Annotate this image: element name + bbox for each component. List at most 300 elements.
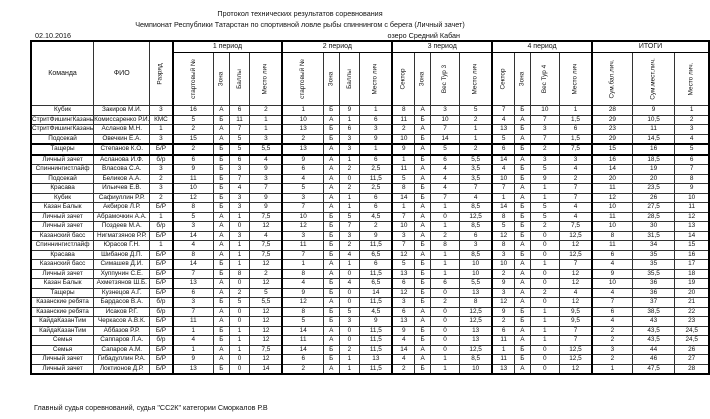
cell-p4-sector: 2 xyxy=(492,317,515,327)
cell-p2-start: 13 xyxy=(282,144,323,155)
cell-name: Локтионов Д.Р. xyxy=(94,364,150,374)
results-table xyxy=(30,40,710,375)
cell-p2-start: 4 xyxy=(282,279,323,289)
cell-p2-start: 9 xyxy=(282,155,323,165)
cell-p3-place: 4 xyxy=(460,193,492,203)
cell-name: Аббазов Р.Р. xyxy=(94,326,150,336)
cell-p1-zone: А xyxy=(214,307,230,317)
cell-p3-sector: 4 xyxy=(392,336,415,346)
cell-p1-place: 12 xyxy=(250,279,282,289)
document-title: Протокол технических результатов соревнования xyxy=(217,9,383,18)
cell-total-points: 7 xyxy=(592,298,632,308)
cell-p3-sector: 10 xyxy=(392,134,415,144)
cell-rank: 3 xyxy=(150,165,173,175)
cell-p4-weight: 0 xyxy=(530,250,559,260)
cell-total-places: 37 xyxy=(632,298,674,308)
cell-p4-weight: 2 xyxy=(530,144,559,155)
cell-name: Гибадуллин Р.А. xyxy=(94,355,150,365)
cell-final-place: 16 xyxy=(675,250,709,260)
cell-p4-place: 12 xyxy=(560,269,592,279)
cell-p2-place: 6,5 xyxy=(360,279,392,289)
cell-name: Исаков Р.Г. xyxy=(94,307,150,317)
cell-p3-sector: 9 xyxy=(392,144,415,155)
cell-team: Тащеры xyxy=(31,144,94,155)
cell-p3-sector: 11 xyxy=(392,115,415,125)
cell-p4-weight: 7 xyxy=(530,115,559,125)
cell-p1-start: 11 xyxy=(173,174,214,184)
cell-p1-place: 7,5 xyxy=(250,345,282,355)
cell-p2-place: 11,5 xyxy=(360,364,392,374)
cell-p2-zone: А xyxy=(324,165,340,175)
cell-rank: КМС xyxy=(150,115,173,125)
cell-p1-start: 13 xyxy=(173,364,214,374)
cell-p3-zone: А xyxy=(415,165,431,175)
cell-p4-zone: А xyxy=(515,184,531,194)
cell-p1-points: 1 xyxy=(229,260,250,270)
cell-p4-zone: Б xyxy=(515,250,531,260)
cell-p3-zone: Б xyxy=(415,155,431,165)
cell-total-points: 29 xyxy=(592,115,632,125)
cell-p2-place: 11,5 xyxy=(360,336,392,346)
table-row xyxy=(31,345,709,355)
cell-total-places: 31,5 xyxy=(632,231,674,241)
cell-p3-zone: Б xyxy=(415,326,431,336)
cell-p4-weight: 1 xyxy=(530,336,559,346)
cell-p3-place: 5,5 xyxy=(460,155,492,165)
cell-p3-zone: А xyxy=(415,317,431,327)
table-row xyxy=(31,165,709,175)
cell-p2-points: 2 xyxy=(339,165,360,175)
table-row xyxy=(31,231,709,241)
cell-total-places: 19 xyxy=(632,165,674,175)
cell-p3-zone: А xyxy=(415,144,431,155)
table-row xyxy=(31,326,709,336)
cell-team: Подсекай xyxy=(31,134,94,144)
cell-p3-sector: 3 xyxy=(392,298,415,308)
cell-p4-weight: 0 xyxy=(530,345,559,355)
cell-p3-sector: 2 xyxy=(392,125,415,135)
cell-p4-place: 7,5 xyxy=(560,222,592,232)
table-row xyxy=(31,184,709,194)
cell-p2-zone: А xyxy=(324,155,340,165)
header-p2-start: стартовый № xyxy=(282,53,323,106)
cell-total-points: 6 xyxy=(592,307,632,317)
cell-p3-zone: Б xyxy=(415,241,431,251)
cell-p4-weight: 2 xyxy=(530,222,559,232)
cell-p4-zone: Б xyxy=(515,106,531,116)
cell-p2-zone: А xyxy=(324,364,340,374)
cell-p1-place: 9 xyxy=(250,203,282,213)
cell-p3-weight: 1 xyxy=(430,355,459,365)
cell-p3-weight: 1 xyxy=(430,222,459,232)
cell-name: Беликов А.А. xyxy=(94,174,150,184)
table-row xyxy=(31,241,709,251)
header-p1-zone: Зона xyxy=(214,53,230,106)
cell-p1-place: 9 xyxy=(250,193,282,203)
cell-p1-place: 7,5 xyxy=(250,241,282,251)
cell-p1-points: 1 xyxy=(229,345,250,355)
cell-p2-zone: А xyxy=(324,298,340,308)
cell-p3-zone: Б xyxy=(415,193,431,203)
cell-p4-sector: 12 xyxy=(492,298,515,308)
chief-judge-signature: Главный судья соревнований, судья "СС2К" категории Сморкалов Р.В xyxy=(34,403,268,412)
header-p2-points: Баллы xyxy=(339,53,360,106)
cell-p4-place: 4 xyxy=(560,203,592,213)
cell-p3-zone: А xyxy=(415,203,431,213)
cell-p4-place: 7 xyxy=(560,184,592,194)
cell-p2-start: 3 xyxy=(282,231,323,241)
cell-rank: Б/Р xyxy=(150,288,173,298)
cell-p2-points: 3 xyxy=(339,231,360,241)
cell-rank: Б/Р xyxy=(150,144,173,155)
cell-rank: Б/Р xyxy=(150,203,173,213)
cell-team: Кубик xyxy=(31,106,94,116)
cell-p4-sector: 11 xyxy=(492,336,515,346)
cell-p4-place: 2 xyxy=(560,174,592,184)
cell-p3-zone: А xyxy=(415,250,431,260)
cell-p1-zone: А xyxy=(214,288,230,298)
cell-name: Асланова И.Ф. xyxy=(94,155,150,165)
cell-p2-points: 3 xyxy=(339,144,360,155)
table-row xyxy=(31,144,709,155)
cell-p2-start: 14 xyxy=(282,345,323,355)
cell-p3-place: 13 xyxy=(460,336,492,346)
cell-p3-zone: Б xyxy=(415,364,431,374)
cell-p2-zone: Б xyxy=(324,279,340,289)
cell-p3-zone: Б xyxy=(415,279,431,289)
cell-p2-place: 11,5 xyxy=(360,241,392,251)
cell-p4-weight: 1 xyxy=(530,260,559,270)
cell-p1-place: 2 xyxy=(250,269,282,279)
cell-p1-zone: Б xyxy=(214,165,230,175)
cell-p2-points: 3 xyxy=(339,317,360,327)
cell-p3-weight: 0 xyxy=(430,307,459,317)
cell-p1-points: 6 xyxy=(229,106,250,116)
cell-rank: 1 xyxy=(150,241,173,251)
cell-p3-place: 2 xyxy=(460,144,492,155)
cell-p1-zone: А xyxy=(214,345,230,355)
cell-p1-place: 12 xyxy=(250,307,282,317)
cell-p1-place: 12 xyxy=(250,317,282,327)
cell-p4-sector: 6 xyxy=(492,326,515,336)
cell-rank: б/р xyxy=(150,222,173,232)
cell-p1-start: 4 xyxy=(173,241,214,251)
cell-p3-sector: 10 xyxy=(392,222,415,232)
cell-p2-place: 6 xyxy=(360,260,392,270)
cell-p2-points: 3 xyxy=(339,134,360,144)
cell-p3-sector: 5 xyxy=(392,174,415,184)
cell-p3-place: 10 xyxy=(460,364,492,374)
cell-name: Комиссаренко Р.И. xyxy=(94,115,150,123)
header-final-place: Место лич. xyxy=(675,53,709,106)
cell-p4-place: 4 xyxy=(560,212,592,222)
cell-p3-sector: 5 xyxy=(392,260,415,270)
cell-p4-weight: 3 xyxy=(530,155,559,165)
cell-p2-place: 6 xyxy=(360,193,392,203)
cell-p4-sector: 10 xyxy=(492,174,515,184)
cell-p1-points: 3 xyxy=(229,193,250,203)
cell-p4-place: 7 xyxy=(560,326,592,336)
cell-rank: б/р xyxy=(150,155,173,165)
cell-final-place: 24,5 xyxy=(675,336,709,346)
cell-p2-start: 7 xyxy=(282,203,323,213)
cell-name: Саппаров Л.А. xyxy=(94,336,150,346)
cell-p1-points: 0 xyxy=(229,279,250,289)
cell-p4-sector: 13 xyxy=(492,364,515,374)
header-p2-zone: Зона xyxy=(324,53,340,106)
cell-p3-weight: 4 xyxy=(430,174,459,184)
cell-p3-place: 12,5 xyxy=(460,212,492,222)
header-team: Команда xyxy=(31,41,94,106)
cell-p3-place: 6 xyxy=(460,231,492,241)
cell-team: Личный зачет xyxy=(31,212,94,222)
cell-total-points: 10 xyxy=(592,222,632,232)
cell-rank: Б/Р xyxy=(150,345,173,355)
cell-p1-start: 11 xyxy=(173,317,214,327)
cell-p2-place: 1 xyxy=(360,144,392,155)
cell-rank: Б/Р xyxy=(150,260,173,270)
cell-p2-start: 10 xyxy=(282,115,323,125)
cell-p2-zone: А xyxy=(324,174,340,184)
cell-team: Казанский басс xyxy=(31,231,94,241)
cell-p2-points: 5 xyxy=(339,307,360,317)
cell-p1-zone: Б xyxy=(214,193,230,203)
cell-p3-weight: 6 xyxy=(430,155,459,165)
cell-final-place: 18 xyxy=(675,269,709,279)
cell-p3-place: 1 xyxy=(460,134,492,144)
cell-p2-zone: А xyxy=(324,326,340,336)
cell-p3-weight: 1 xyxy=(430,364,459,374)
cell-p1-place: 7,5 xyxy=(250,250,282,260)
cell-p2-place: 11,5 xyxy=(360,326,392,336)
cell-p4-place: 12 xyxy=(560,279,592,289)
cell-p2-start: 1 xyxy=(282,106,323,116)
cell-p4-zone: А xyxy=(515,241,531,251)
cell-p4-place: 12,5 xyxy=(560,231,592,241)
cell-p2-points: 9 xyxy=(339,106,360,116)
cell-p2-start: 8 xyxy=(282,269,323,279)
cell-p3-sector: 1 xyxy=(392,203,415,213)
cell-p2-zone: Б xyxy=(324,106,340,116)
cell-team: Личный зачет xyxy=(31,155,94,165)
cell-name: Закиров М.И. xyxy=(94,106,150,116)
cell-p2-points: 4 xyxy=(339,279,360,289)
cell-p1-zone: Б xyxy=(214,155,230,165)
cell-p4-weight: 7 xyxy=(530,134,559,144)
cell-p4-sector: 9 xyxy=(492,307,515,317)
cell-total-places: 30 xyxy=(632,222,674,232)
cell-team: Казан Балык xyxy=(31,279,94,289)
cell-name: Сафиуллин Р.Р. xyxy=(94,193,150,203)
cell-p4-place: 9,5 xyxy=(560,317,592,327)
header-period-3: 3 период xyxy=(392,41,492,53)
cell-p2-start: 6 xyxy=(282,165,323,175)
cell-p4-zone: А xyxy=(515,364,531,374)
header-p4-zone: Зона xyxy=(515,53,531,106)
cell-p1-place: 5 xyxy=(250,288,282,298)
cell-p2-place: 6 xyxy=(360,115,392,125)
cell-p3-weight: 1 xyxy=(430,260,459,270)
cell-p2-points: 5 xyxy=(339,212,360,222)
cell-total-places: 10,5 xyxy=(632,115,674,125)
cell-name: Ахметзянов Ш.Б. xyxy=(94,279,150,289)
cell-final-place: 3 xyxy=(675,125,709,135)
cell-p2-start: 12 xyxy=(282,222,323,232)
cell-p2-place: 4,5 xyxy=(360,307,392,317)
cell-p4-sector: 6 xyxy=(492,144,515,155)
cell-p1-start: 15 xyxy=(173,134,214,144)
cell-total-places: 36 xyxy=(632,279,674,289)
cell-team: Кубик xyxy=(31,193,94,203)
cell-p1-start: 8 xyxy=(173,250,214,260)
cell-total-places: 44 xyxy=(632,345,674,355)
cell-p1-points: 1 xyxy=(229,326,250,336)
cell-rank: 1 xyxy=(150,125,173,135)
cell-p4-zone: А xyxy=(515,336,531,346)
cell-p2-place: 1 xyxy=(360,106,392,116)
cell-rank: 3 xyxy=(150,106,173,116)
cell-rank: Б/Р xyxy=(150,317,173,327)
cell-p1-zone: А xyxy=(214,106,230,116)
cell-p2-zone: Б xyxy=(324,345,340,355)
header-period-4: 4 период xyxy=(492,41,592,53)
cell-p2-place: 6,5 xyxy=(360,250,392,260)
cell-p3-weight: 0 xyxy=(430,212,459,222)
cell-p1-zone: А xyxy=(214,241,230,251)
cell-final-place: 24,5 xyxy=(675,326,709,336)
cell-rank: Б/Р xyxy=(150,250,173,260)
cell-p3-weight: 3 xyxy=(430,106,459,116)
cell-p4-weight: 0 xyxy=(530,279,559,289)
table-row xyxy=(31,288,709,298)
cell-p3-place: 8,5 xyxy=(460,222,492,232)
cell-p4-sector: 13 xyxy=(492,125,515,135)
header-period-2: 2 период xyxy=(282,41,392,53)
cell-p2-zone: А xyxy=(324,203,340,213)
cell-p4-place: 12,5 xyxy=(560,355,592,365)
cell-p4-place: 7 xyxy=(560,336,592,346)
cell-total-places: 43,5 xyxy=(632,326,674,336)
cell-p2-points: 0 xyxy=(339,336,360,346)
cell-total-places: 14,5 xyxy=(632,134,674,144)
cell-p2-points: 6 xyxy=(339,125,360,135)
cell-p3-weight: 1 xyxy=(430,203,459,213)
cell-total-points: 1 xyxy=(592,364,632,374)
cell-total-places: 16 xyxy=(632,144,674,155)
cell-final-place: 13 xyxy=(675,222,709,232)
cell-p3-weight: 7 xyxy=(430,125,459,135)
cell-p4-weight: 0 xyxy=(530,231,559,241)
cell-p2-start: 9 xyxy=(282,288,323,298)
cell-p4-sector: 12 xyxy=(492,231,515,241)
cell-p4-zone: Б xyxy=(515,355,531,365)
cell-p1-place: 4 xyxy=(250,231,282,241)
cell-p1-place: 14 xyxy=(250,364,282,374)
cell-p4-zone: А xyxy=(515,269,531,279)
header-p1-points: Баллы xyxy=(229,53,250,106)
cell-p4-zone: А xyxy=(515,155,531,165)
cell-total-places: 35,5 xyxy=(632,269,674,279)
cell-p2-points: 1 xyxy=(339,355,360,365)
cell-p3-sector: 14 xyxy=(392,193,415,203)
table-row xyxy=(31,307,709,317)
cell-p3-weight: 10 xyxy=(430,115,459,125)
cell-p3-zone: А xyxy=(415,125,431,135)
cell-p2-start: 7 xyxy=(282,250,323,260)
cell-p2-zone: Б xyxy=(324,222,340,232)
cell-team: Личный зачет xyxy=(31,269,94,279)
cell-final-place: 6 xyxy=(675,155,709,165)
cell-rank: Б/Р xyxy=(150,355,173,365)
cell-team: Семья xyxy=(31,345,94,355)
cell-p1-start: 9 xyxy=(173,355,214,365)
cell-total-places: 27,5 xyxy=(632,203,674,213)
cell-p4-zone: Б xyxy=(515,345,531,355)
cell-p3-sector: 9 xyxy=(392,326,415,336)
table-row xyxy=(31,125,709,135)
cell-p1-start: 6 xyxy=(173,155,214,165)
cell-rank: Б/Р xyxy=(150,279,173,289)
cell-p1-place: 12 xyxy=(250,336,282,346)
cell-p1-zone: А xyxy=(214,355,230,365)
cell-p3-sector: 13 xyxy=(392,269,415,279)
cell-p1-zone: Б xyxy=(214,260,230,270)
cell-p1-place: 12 xyxy=(250,355,282,365)
cell-p3-zone: Б xyxy=(415,134,431,144)
cell-p2-points: 0 xyxy=(339,269,360,279)
cell-p4-weight: 3 xyxy=(530,125,559,135)
cell-total-points: 8 xyxy=(592,231,632,241)
cell-p1-zone: Б xyxy=(214,364,230,374)
cell-total-places: 18,5 xyxy=(632,155,674,165)
cell-total-points: 14 xyxy=(592,165,632,175)
cell-rank: Б/Р xyxy=(150,326,173,336)
cell-p4-weight: 0 xyxy=(530,269,559,279)
cell-p1-start: 16 xyxy=(173,106,214,116)
cell-p2-place: 2 xyxy=(360,222,392,232)
cell-p2-place: 9 xyxy=(360,317,392,327)
table-row xyxy=(31,250,709,260)
table-row xyxy=(31,212,709,222)
cell-name: Поздеев М.А. xyxy=(94,222,150,232)
cell-p1-points: 3 xyxy=(229,165,250,175)
header-p1-start: стартовый № xyxy=(173,53,214,106)
header-p1-place: Место лич xyxy=(250,53,282,106)
cell-p3-zone: Б xyxy=(415,115,431,125)
cell-p1-points: 5 xyxy=(229,298,250,308)
cell-total-points: 15 xyxy=(592,144,632,155)
cell-p2-start: 2 xyxy=(282,134,323,144)
cell-p2-place: 11,5 xyxy=(360,269,392,279)
cell-p2-points: 0 xyxy=(339,288,360,298)
cell-p3-weight: 0 xyxy=(430,345,459,355)
cell-p4-zone: Б xyxy=(515,174,531,184)
cell-p4-zone: А xyxy=(515,288,531,298)
cell-p1-start: 1 xyxy=(173,345,214,355)
cell-p1-zone: Б xyxy=(214,174,230,184)
cell-team: Личный зачет xyxy=(31,222,94,232)
cell-p4-place: 12,5 xyxy=(560,250,592,260)
cell-p3-weight: 14 xyxy=(430,134,459,144)
cell-p4-weight: 0 xyxy=(530,355,559,365)
cell-final-place: 4 xyxy=(675,134,709,144)
cell-team: Казанский басс xyxy=(31,260,94,270)
cell-p3-zone: Б xyxy=(415,336,431,346)
cell-name: Акбиров Л.Р. xyxy=(94,203,150,213)
cell-p3-sector: 11 xyxy=(392,165,415,175)
cell-p2-place: 6 xyxy=(360,203,392,213)
cell-p4-weight: 9 xyxy=(530,174,559,184)
